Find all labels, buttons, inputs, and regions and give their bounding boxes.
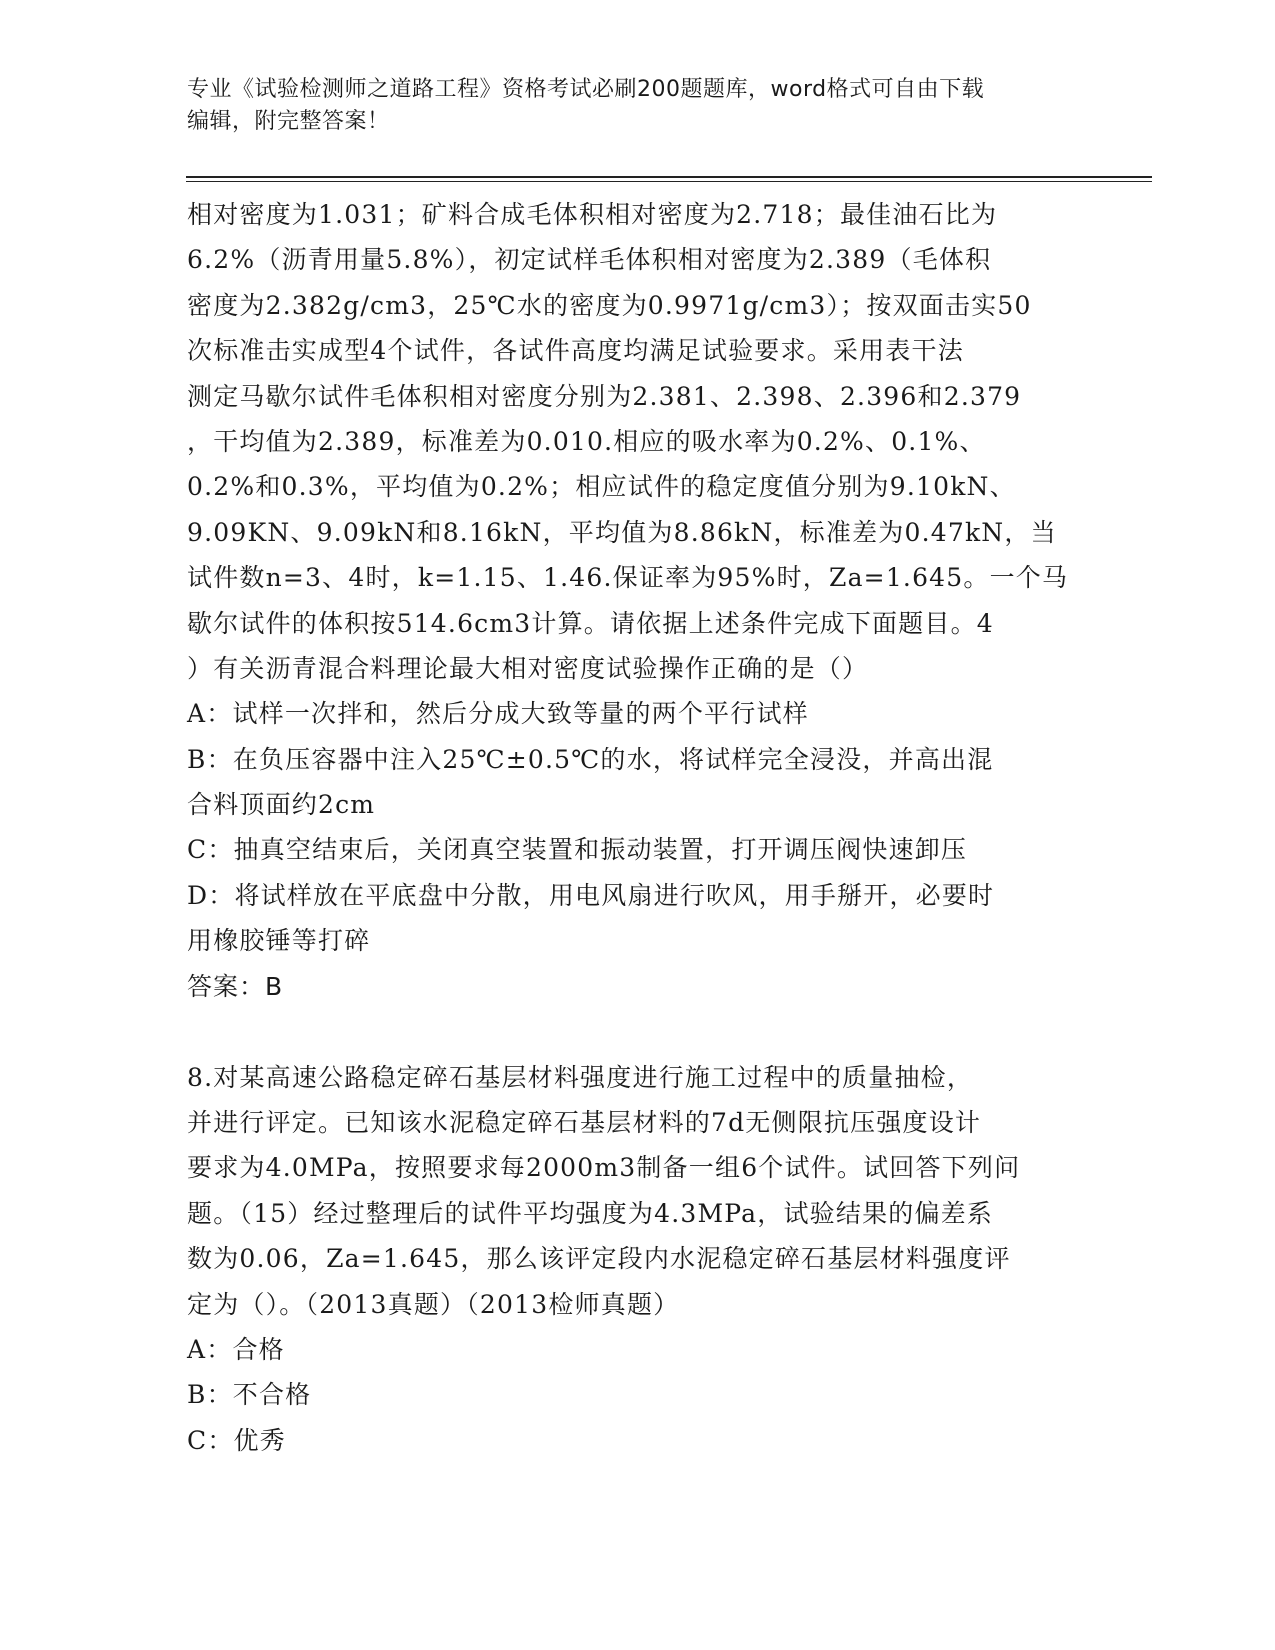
question-7-line: ）有关沥青混合料理论最大相对密度试验操作正确的是（） [187, 653, 869, 683]
question-8-option-a: A：合格 [187, 1334, 285, 1364]
question-7-answer: 答案：B [187, 971, 284, 1001]
question-8-line: 题。（15）经过整理后的试件平均强度为4.3MPa，试验结果的偏差系 [187, 1198, 994, 1228]
question-7-line: 试件数n=3、4时，k=1.15、1.46.保证率为95%时，Za=1.645。一个马 [187, 563, 1069, 593]
question-7-option-d: D：将试样放在平底盘中分散，用电风扇进行吹风，用手掰开，必要时 [187, 880, 995, 910]
question-7-option-c: C：抽真空结束后，关闭真空装置和振动装置，打开调压阀快速卸压 [187, 835, 968, 865]
question-7-line: 0.2%和0.3%，平均值为0.2%；相应试件的稳定度值分别为9.10kN、 [187, 472, 1016, 502]
question-7-line: 密度为2.382g/cm3，25℃水的密度为0.9971g/cm3）；按双面击实50 [187, 290, 1032, 320]
question-7-line: 歇尔试件的体积按514.6cm3计算。请依据上述条件完成下面题目。4 [187, 608, 994, 638]
header-line-1: 专业《试验检测师之道路工程》资格考试必刷200题题库，word格式可自由下载 [187, 77, 985, 102]
header-line-2: 编辑，附完整答案！ [187, 109, 390, 134]
question-spacer [187, 1009, 1087, 1055]
question-7-line: 9.09KN、9.09kN和8.16kN，平均值为8.86kN，标准差为0.47kN，当 [187, 517, 1057, 547]
question-7-line: 相对密度为1.031；矿料合成毛体积相对密度为2.718；最佳油石比为 [187, 200, 998, 229]
question-8-line: 数为0.06，Za=1.645，那么该评定段内水泥稳定碎石基层材料强度评 [187, 1244, 1011, 1274]
question-7 [187, 192, 1087, 1009]
question-8-option-b: B：不合格 [187, 1380, 312, 1410]
question-7-option-b: B：在负压容器中注入25℃±0.5℃的水，将试样完全浸没，并高出混 [187, 744, 994, 774]
question-7-line: ，干均值为2.389，标准差为0.010.相应的吸水率为0.2%、0.1%、 [187, 426, 986, 456]
question-8 [187, 1055, 1087, 1464]
question-8-line: 要求为4.0MPa，按照要求每2000m3制备一组6个试件。试回答下列问 [187, 1153, 1021, 1183]
question-7-option-b-cont: 合料顶面约2cm [187, 790, 376, 820]
header-divider-thick [186, 176, 1152, 178]
page-header [187, 74, 1067, 138]
question-8-line: 并进行评定。已知该水泥稳定碎石基层材料的7d无侧限抗压强度设计 [187, 1108, 982, 1138]
question-7-line: 测定马歇尔试件毛体积相对密度分别为2.381、2.398、2.396和2.379 [187, 381, 1022, 411]
question-8-option-c: C：优秀 [187, 1425, 286, 1455]
question-8-line: 定为（）。（2013真题）（2013检师真题） [187, 1289, 680, 1319]
question-7-line: 次标准击实成型4个试件，各试件高度均满足试验要求。采用表干法 [187, 336, 964, 366]
header-divider-thin [186, 181, 1152, 182]
question-7-option-a: A：试样一次拌和，然后分成大致等量的两个平行试样 [187, 699, 809, 729]
question-8-line: 8.对某高速公路稳定碎石基层材料强度进行施工过程中的质量抽检， [187, 1062, 974, 1092]
question-7-option-d-cont: 用橡胶锤等打碎 [187, 926, 371, 956]
question-7-line: 6.2%（沥青用量5.8%），初定试样毛体积相对密度为2.389（毛体积 [187, 245, 992, 275]
document-body [187, 192, 1087, 1463]
